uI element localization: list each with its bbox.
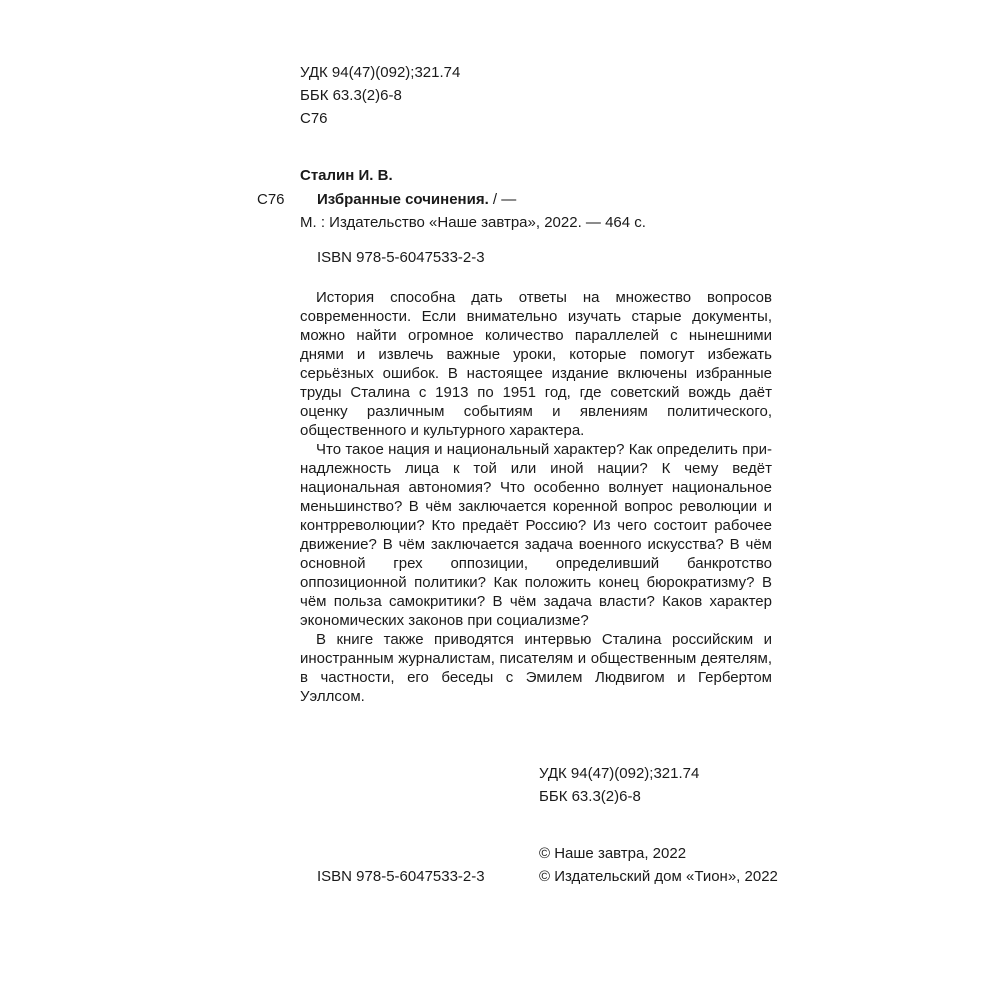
annotation-paragraph: Что такое нация и национальный характер? Как определить принадлежность лица к той или иной нации? К чему ведёт национальная автономия? Что особенно волнует национальное меньшинство? В чём заключается коренной вопрос революции и контрреволюции? Кто предаёт Россию? Из чего состоит рабочее движение? В чём заключается задача военного искусства? В чём основной грех оппозиции, определивший банкротство оппозиционной политики? Как положить конец бюрократизму? В чём польза самокритики? В чём задача власти? Каков характер экономических законов при социализме? [300, 441, 772, 629]
imprint: М. : Издательство «Наше завтра», 2022. — 464 с. [300, 214, 646, 231]
author-mark: С76 [257, 191, 285, 208]
annotation-paragraph: История способна дать ответы на множество вопросов современности. Если внимательно изучать старые документы, можно найти огромное количество параллелей с нынешними днями и извлечь важные уроки, которые помогут избежать серьёзных ошибок. В настоящее издание включены избранные труды Сталина с 1913 по 1951 год, где советский вождь даёт оценку различным событиям и явлениям политического, общественного и культурного характера. [300, 289, 772, 439]
bbk-code-bottom: ББК 63.3(2)6-8 [539, 788, 641, 805]
book-title: Избранные сочинения. [317, 191, 489, 208]
udk-code-bottom: УДК 94(47)(092);321.74 [539, 765, 700, 782]
copyright-tion: © Издательский дом «Тион», 2022 [539, 868, 778, 885]
book-title-line [317, 190, 516, 209]
annotation-paragraph: В книге также приводятся интервью Сталина российским и иностранным журналистам, писателям и общественным деятелям, в частности, его беседы с Эмилем Людвигом и Гербертом Уэллсом. [300, 631, 772, 705]
copyright-nashe-zavtra: © Наше завтра, 2022 [539, 845, 687, 862]
author-mark-top: С76 [300, 110, 328, 127]
isbn-bottom: ISBN 978-5-6047533-2-3 [317, 868, 485, 885]
author-name: Сталин И. В. [300, 167, 393, 184]
udk-code-top: УДК 94(47)(092);321.74 [300, 64, 461, 81]
title-separator: / — [492, 191, 517, 208]
annotation [300, 288, 772, 706]
bbk-code-top: ББК 63.3(2)6-8 [300, 87, 402, 104]
isbn-record: ISBN 978-5-6047533-2-3 [317, 249, 485, 266]
